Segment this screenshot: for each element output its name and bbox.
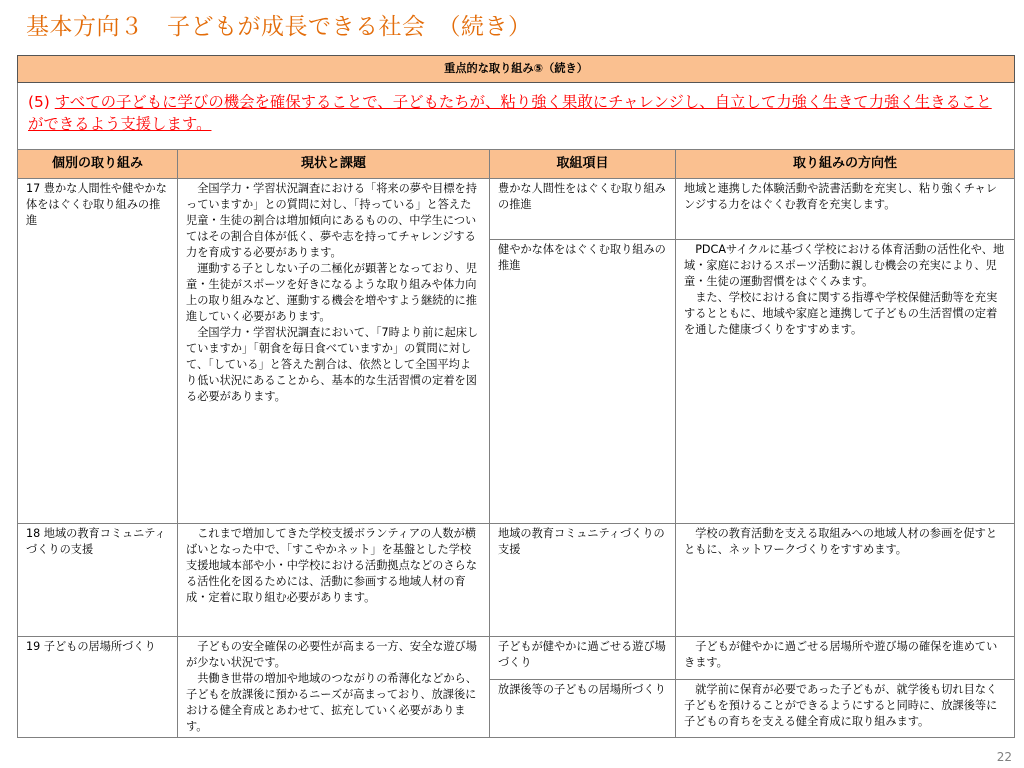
item-cell: 健やかな体をはぐくむ取り組みの推進 — [490, 240, 676, 524]
issue-paragraph: 共働き世帯の増加や地域のつながりの希薄化などから、子どもを放課後に預かるニーズが高まっており、放課後における健全育成とあわせて、拡充していく必要があります。 — [186, 672, 477, 733]
col-header-direction: 取り組みの方向性 — [676, 150, 1015, 179]
section-band: 重点的な取り組み⑤（続き） — [18, 56, 1015, 83]
issue-paragraph: 全国学力・学習状況調査において、「7時より前に起床していますか」「朝食を毎日食べていますか」の質問に対して、「している」と答えた割合は、依然として全国平均より低い状況にあることから、基本的な生活習慣の定着を図る必要があります。 — [186, 326, 479, 403]
initiative-cell: 17 豊かな人間性や健やかな体をはぐくむ取り組みの推進 — [18, 179, 178, 524]
goal-number: (5) — [28, 93, 50, 111]
col-header-initiative: 個別の取り組み — [18, 150, 178, 179]
issues-cell — [178, 637, 490, 738]
direction-cell — [676, 637, 1015, 680]
issues-cell — [178, 179, 490, 524]
page-title: 基本方向３ 子どもが成長できる社会 （続き） — [26, 14, 532, 40]
direction-cell — [676, 240, 1015, 524]
direction-paragraph: 就学前に保育が必要であった子どもが、就学後も切れ目なく子どもを預けることができるようにすると同時に、放課後等に子どもの育ちを支える健全育成に取り組みます。 — [684, 683, 998, 728]
issue-paragraph: 子どもの安全確保の必要性が高まる一方、安全な遊び場が少ない状況です。 — [186, 640, 477, 669]
initiatives-table — [17, 55, 1015, 738]
item-cell: 地域の教育コミュニティづくりの支援 — [490, 524, 676, 637]
direction-cell — [676, 524, 1015, 637]
table-row — [18, 637, 1015, 680]
table-row — [18, 179, 1015, 240]
direction-paragraph: PDCAサイクルに基づく学校における体育活動の活性化や、地域・家庭におけるスポーツ活動に親しむ機会の充実により、児童・生徒の運動習慣をはぐくみます。 — [684, 243, 1005, 288]
col-header-issues: 現状と課題 — [178, 150, 490, 179]
direction-paragraph: また、学校における食に関する指導や学校保健活動等を充実するとともに、地域や家庭と連携して子どもの生活習慣の定着を通した健康づくりをすすめます。 — [684, 291, 998, 336]
item-cell: 豊かな人間性をはぐくむ取り組みの推進 — [490, 179, 676, 240]
col-header-items: 取組項目 — [490, 150, 676, 179]
issues-cell — [178, 524, 490, 637]
initiative-cell: 19 子どもの居場所づくり — [18, 637, 178, 738]
direction-paragraph: 地域と連携した体験活動や読書活動を充実し、粘り強くチャレンジする力をはぐくむ教育を充実します。 — [684, 182, 997, 211]
issue-paragraph: これまで増加してきた学校支援ボランティアの人数が横ばいとなった中で、「すこやかネット」を基盤とした学校支援地域本部や小・中学校における活動拠点などのさらなる活性化を図るためには、活動に参画する地域人材の育成・定着に取り組む必要があります。 — [186, 527, 477, 604]
item-cell: 子どもが健やかに過ごせる遊び場づくり — [490, 637, 676, 680]
issue-paragraph: 全国学力・学習状況調査における「将来の夢や目標を持っていますか」との質問に対し、「持っている」と答えた児童・生徒の割合は増加傾向にあるものの、中学生についてはその割合自体が低く、夢や志を持ってチャレンジする力を育成する必要があります。 — [186, 182, 477, 259]
goal-text: すべての子どもに学びの機会を確保することで、子どもたちが、粘り強く果敢にチャレンジし、自立して力強く生きて力強く生きることができるよう支援します。 — [28, 93, 992, 133]
direction-cell — [676, 680, 1015, 738]
issue-paragraph: 運動する子としない子の二極化が顕著となっており、児童・生徒がスポーツを好きになるような取り組みや体力向上の取り組みなど、運動する機会を増やすよう継続的に推進していく必要があります。 — [186, 262, 477, 323]
page-number: 22 — [996, 750, 1012, 764]
initiative-cell: 18 地域の教育コミュニティづくりの支援 — [18, 524, 178, 637]
direction-paragraph: 子どもが健やかに過ごせる居場所や遊び場の確保を進めていきます。 — [684, 640, 998, 669]
goal-statement — [18, 83, 1015, 150]
direction-paragraph: 学校の教育活動を支える取組みへの地域人材の参画を促すとともに、ネットワークづくりをすすめます。 — [684, 527, 998, 556]
direction-cell — [676, 179, 1015, 240]
item-cell: 放課後等の子どもの居場所づくり — [490, 680, 676, 738]
table-row — [18, 524, 1015, 637]
